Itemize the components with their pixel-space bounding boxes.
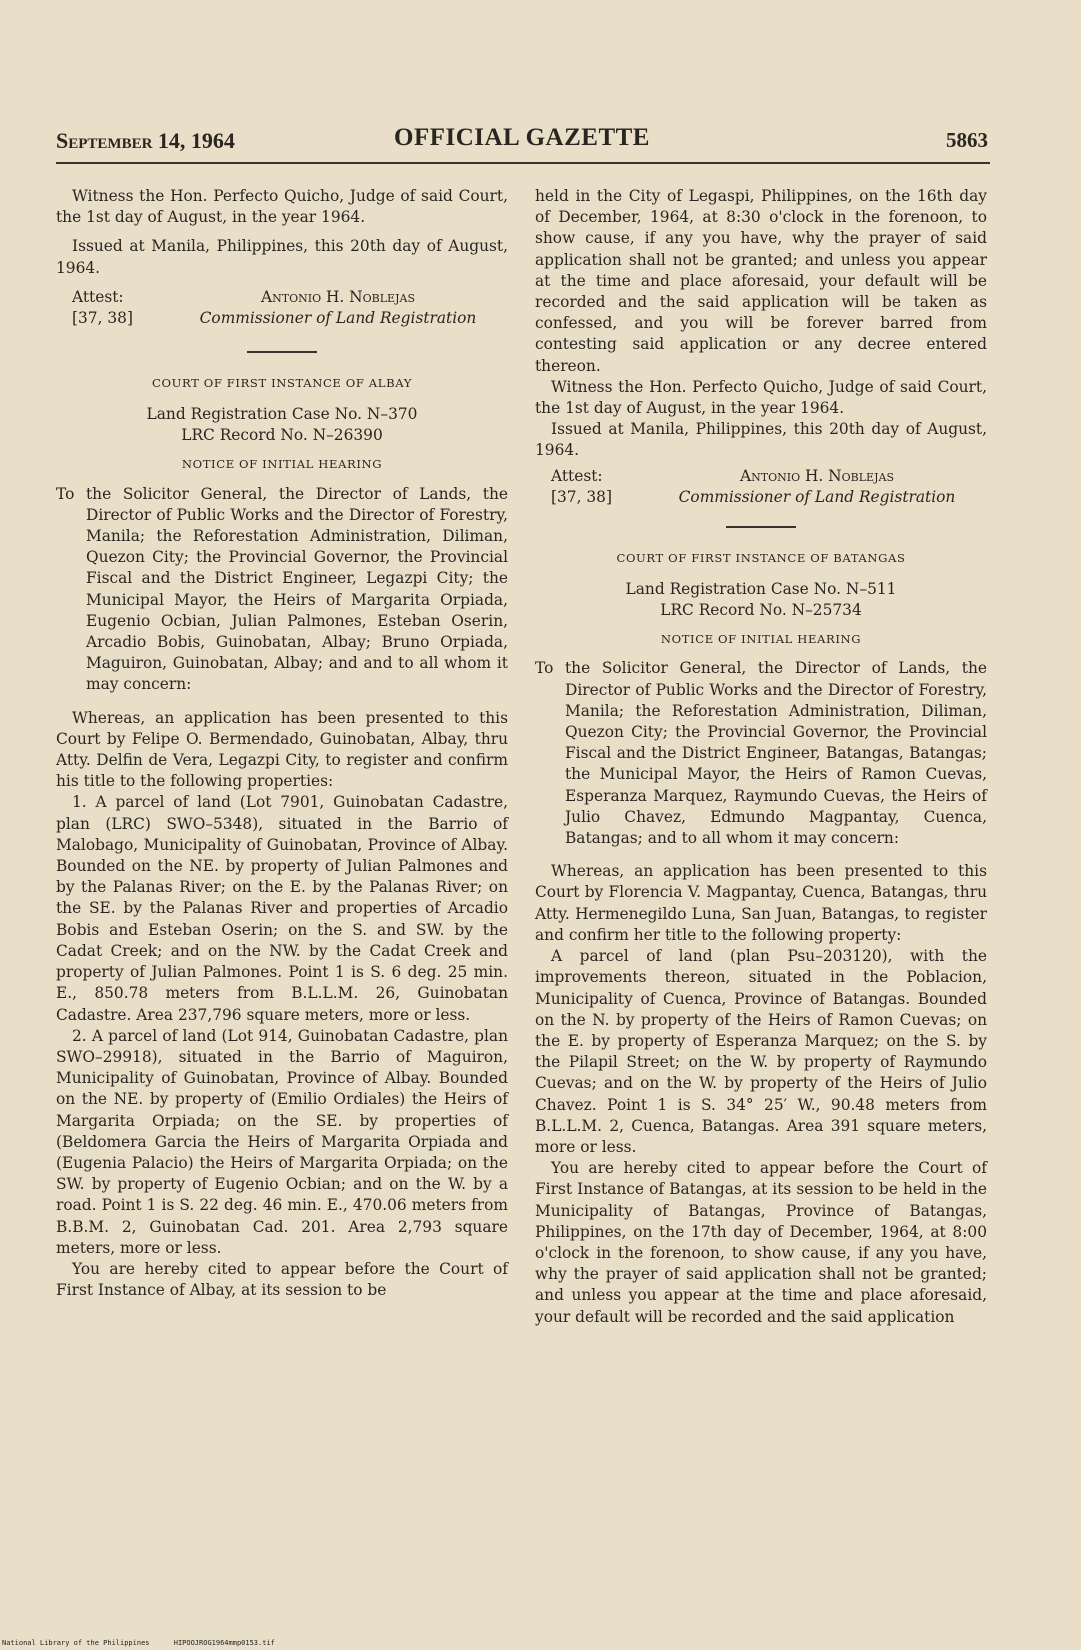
addressees: To the Solicitor General, the Director of Lands, the Director of Public Works and the Director of Forestry, Manila; the Reforestation Administration, Diliman, Quezon City; the Provincial Governor, the Provincial Fiscal and the District Engineer, Legazpi City; the Municipal Mayor, the Heirs of Margarita Orpiada, Eugenio Ocbian, Julian Palmones, Esteban Oserin, Arcadio Bobis, Guinobatan, Albay; Bruno Orpiada, Maguiron, Guinobatan, Albay; and and to all whom it may concern: <box>56 484 508 694</box>
attest-ref: [37, 38] <box>551 487 612 506</box>
cited-paragraph: You are hereby cited to appear before the Court of First Instance of Albay, at its session to be <box>56 1259 508 1300</box>
witness-paragraph: Witness the Hon. Perfecto Quicho, Judge of said Court, the 1st day of August, in the year 1964. <box>535 377 987 418</box>
header-rule <box>56 162 990 164</box>
footer-source: National Library of the Philippines <box>2 1639 150 1647</box>
court-heading: COURT OF FIRST INSTANCE OF ALBAY <box>152 376 412 391</box>
attest-title: Commissioner of Land Registration <box>678 487 956 506</box>
footer-filename: HIPOOJROG1964mmp0153.tif <box>173 1639 275 1647</box>
parcel-2: 2. A parcel of land (Lot 914, Guinobatan Cadastre, plan SWO–29918), situated in the Barrio of Maguiron, Municipality of Guinobatan, Province of Albay. Bounded on the NE. by property of (Emilio Ordiales) the Heirs of Margarita Orpiada; on the SE. by properties of (Beldomera Garcia the Heirs of Margarita Orpiada and (Eugenia Palacio) the Heirs of Margarita Orpiada; on the SW. by property of Eugenio Ocbian; and on the W. by a road. Point 1 is S. 22 deg. 46 min. E., 470.06 meters from B.B.M. 2, Guinobatan Cad. 201. Area 2,793 square meters, more or less. <box>56 1026 508 1257</box>
attest-label: Attest: <box>551 466 603 485</box>
attest-title-row <box>535 487 987 508</box>
attest-name: Antonio H. Noblejas <box>261 287 415 306</box>
notice-heading: NOTICE OF INITIAL HEARING <box>181 457 383 472</box>
publication-title: OFFICIAL GAZETTE <box>394 124 650 151</box>
left-column <box>56 186 508 1301</box>
attest-block <box>535 466 987 487</box>
whereas-paragraph: Whereas, an application has been presented to this Court by Florencia V. Magpantay, Cuenca, Batangas, thru Atty. Hermenegildo Luna, San Juan, Batangas, to register and confirm her title to the following property: <box>535 862 987 944</box>
notice-heading: NOTICE OF INITIAL HEARING <box>660 632 862 647</box>
addressees: To the Solicitor General, the Director of Lands, the Director of Public Works and the Director of Forestry, Manila; the Reforestation Administration, Diliman, Quezon City; the Provincial Governor, the Provincial Fiscal and the District Engineer, Batangas, Batangas; the Municipal Mayor, the Heirs of Ramon Cuevas, Esperanza Marquez, Raymundo Cuevas, the Heirs of Julio Chavez, Edmundo Magpantay, Cuenca, Batangas; and to all whom it may concern: <box>535 659 987 848</box>
section-divider <box>726 526 796 528</box>
whereas-paragraph: Whereas, an application has been presented to this Court by Felipe O. Bermendado, Guinobatan, Albay, thru Atty. Delfin de Vera, Legazpi City, to register and confirm his title to the following properties: <box>56 708 508 791</box>
page-number: 5863 <box>946 128 988 152</box>
right-column <box>535 186 987 1328</box>
court-heading: COURT OF FIRST INSTANCE OF BATANGAS <box>616 551 906 566</box>
witness-paragraph: Witness the Hon. Perfecto Quicho, Judge of said Court, the 1st day of August, in the year 1964. <box>56 187 508 227</box>
attest-title: Commissioner of Land Registration <box>199 309 477 328</box>
parcel-description: A parcel of land (plan Psu–203120), with the improvements thereon, situated in the Poblacion, Municipality of Cuenca, Province of Batangas. Bounded on the N. by property of the Heirs of Ramon Cuevas; on the E. by property of Esperanza Marquez; on the S. by the Pilapil Street; on the W. by property of Raymundo Cuevas; and on the W. by property of the Heirs of Julio Chavez. Point 1 is S. 34° 25′ W., 90.48 meters from B.L.L.M. 2, Cuenca, Batangas. Area 391 square meters, more or less. <box>535 947 987 1156</box>
attest-block <box>56 287 508 308</box>
case-number: Land Registration Case No. N–370 <box>146 405 418 424</box>
attest-title-row <box>56 308 508 329</box>
issued-paragraph: Issued at Manila, Philippines, this 20th day of August, 1964. <box>56 237 508 277</box>
parcel-1: 1. A parcel of land (Lot 7901, Guinobatan Cadastre, plan (LRC) SWO–5348), situated in the Barrio of Malobago, Municipality of Guinobatan, Province of Albay. Bounded on the NE. by property of Julian Palmones and by the Palanas River; on the E. by the Palanas River; on the SE. by the Palanas River and properties of Arcadio Bobis and Esteban Oserin; on the S. and SW. by the Cadat Creek; and on the NW. by the Cadat Creek and property of Julian Palmones. Point 1 is S. 6 deg. 25 min. E., 850.78 meters from B.L.L.M. 26, Guinobatan Cadastre. Area 237,796 square meters, more or less. <box>56 793 508 1024</box>
cited-paragraph: You are hereby cited to appear before the Court of First Instance of Batangas, at its session to be held in the Municipality of Batangas, Province of Batangas, Philippines, on the 17th day of December, 1964, at 8:00 o'clock in the forenoon, to show cause, if any you have, why the prayer of said application shall not be granted; and unless you appear at the time and place aforesaid, your default will be recorded and the said application <box>535 1159 987 1326</box>
section-divider <box>247 351 317 353</box>
record-number: LRC Record No. N–26390 <box>181 426 383 445</box>
continuation-paragraph: held in the City of Legaspi, Philippines, on the 16th day of December, 1964, at 8:30 o'clock in the forenoon, to show cause, if any you have, why the prayer of said application shall not be granted; and unless you appear at the time and place aforesaid, your default will be recorded and the said application will be taken as confessed, and you will be forever barred from contesting said application or any decree entered thereon. <box>535 187 987 375</box>
page-header <box>56 124 988 158</box>
header-date: September 14, 1964 <box>56 128 235 153</box>
issued-paragraph: Issued at Manila, Philippines, this 20th day of August, 1964. <box>535 420 987 460</box>
scan-footer <box>2 1639 295 1647</box>
case-number: Land Registration Case No. N–511 <box>625 580 897 599</box>
attest-ref: [37, 38] <box>72 309 133 328</box>
attest-name: Antonio H. Noblejas <box>740 466 894 485</box>
attest-label: Attest: <box>72 287 124 306</box>
record-number: LRC Record No. N–25734 <box>660 601 862 620</box>
